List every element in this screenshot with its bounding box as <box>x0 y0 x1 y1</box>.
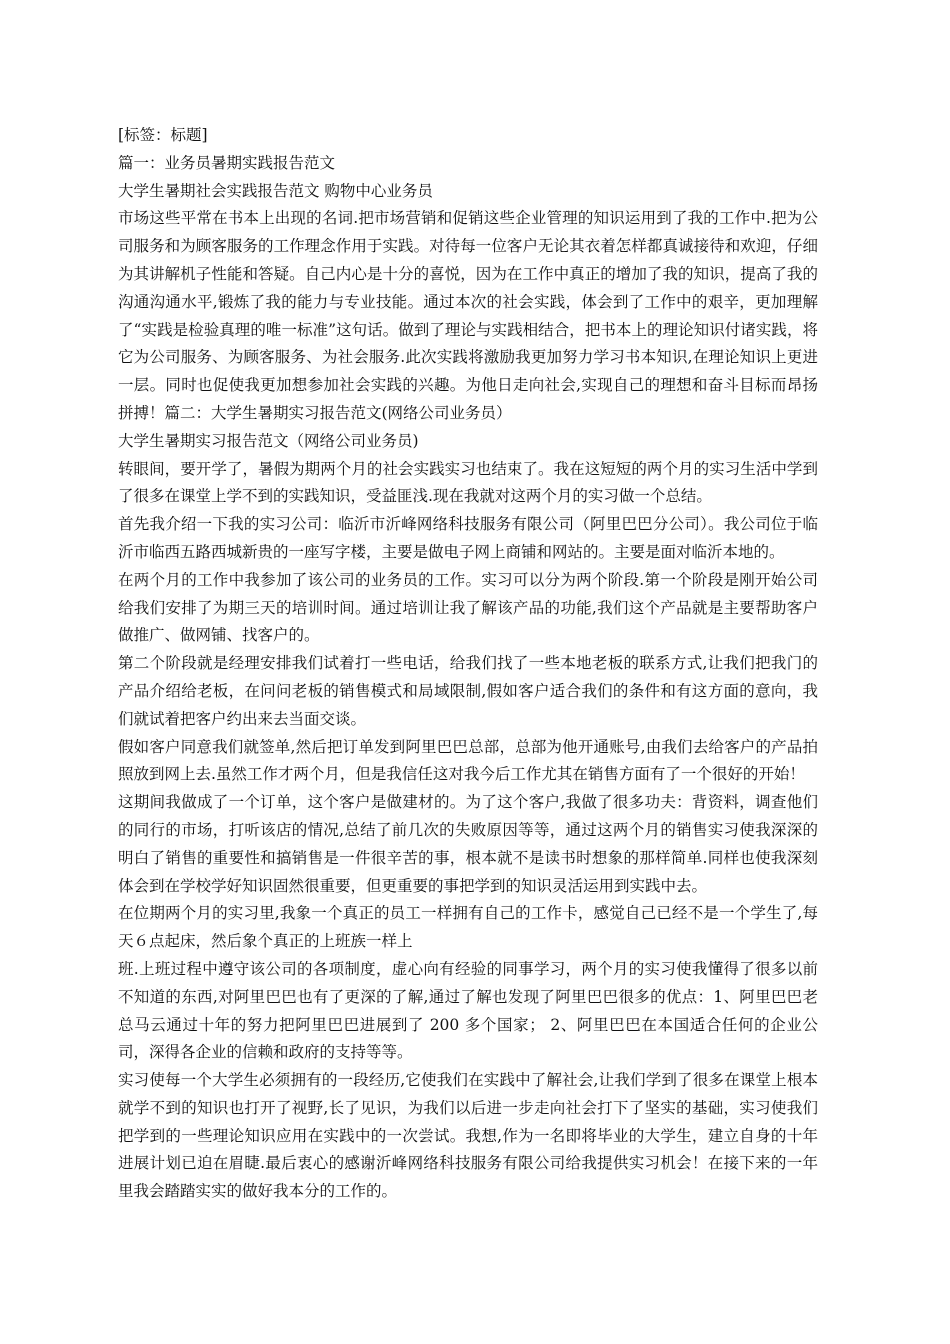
paragraph: 实习使每一个大学生必须拥有的一段经历,它使我们在实践中了解社会,让我们学到了很多在课堂上根本就学不到的知识也打开了视野,长了见识，为我们以后进一步走向社会打下了坚实的基础，实习使我们把学到的一些理论知识应用在实践中的一次尝试。我想,作为一名即将毕业的大学生，建立自身的十年进展计划已迫在眉睫.最后衷心的感谢沂峰网络科技服务有限公司给我提供实习机会！在接下来的一年里我会踏踏实实的做好我本分的工作的。 <box>118 1071 818 1201</box>
paragraph: 首先我介绍一下我的实习公司：临沂市沂峰网络科技服务有限公司（阿里巴巴分公司）。我公司位于临沂市临西五路西城新贵的一座写字楼，主要是做电子网上商铺和网站的。主要是面对临沂本地的。 <box>118 515 818 561</box>
subheading-2: 大学生暑期实习报告范文（网络公司业务员) <box>118 431 419 450</box>
paragraph: 在两个月的工作中我参加了该公司的业务员的工作。实习可以分为两个阶段.第一个阶段是刚开始公司给我们安排了为期三天的培训时间。通过培训让我了解该产品的功能,我们这个产品就是主要帮助客户做推广、做网铺、找客户的。 <box>118 570 818 645</box>
document-body <box>118 122 818 1206</box>
tag-line: [标签：标题] <box>118 126 208 144</box>
section-heading-1: 篇一：业务员暑期实践报告范文 <box>118 153 336 172</box>
paragraph: 班.上班过程中遵守该公司的各项制度，虚心向有经验的同事学习，两个月的实习使我懂得了很多以前不知道的东西,对阿里巴巴也有了更深的了解,通过了解也发现了阿里巴巴很多的优点：1、阿里巴巴老总马云通过十年的努力把阿里巴巴进展到了 200 多个国家； 2、阿里巴巴在本国适合任何的企业公司，深得各企业的信赖和政府的支持等等。 <box>118 959 818 1062</box>
paragraph: 第二个阶段就是经理安排我们试着打一些电话，给我们找了一些本地老板的联系方式,让我们把我门的产品介绍给老板，在问问老板的销售模式和局域限制,假如客户适合我们的条件和有这方面的意向，我们就试着把客户约出来去当面交谈。 <box>118 654 818 728</box>
paragraph: 假如客户同意我们就签单,然后把订单发到阿里巴巴总部，总部为他开通账号,由我们去给客户的产品拍照放到网上去.虽然工作才两个月，但是我信任这对我今后工作尤其在销售方面有了一个很好的开始！ <box>118 737 818 784</box>
paragraph: 在位期两个月的实习里,我象一个真正的员工一样拥有自己的工作卡，感觉自己已经不是一个学生了,每天６点起床，然后象个真正的上班族一样上 <box>118 904 818 951</box>
paragraph: 市场这些平常在书本上出现的名词.把市场营销和促销这些企业管理的知识运用到了我的工作中.把为公司服务和为顾客服务的工作理念作用于实践。对待每一位客户无论其衣着怎样都真诚接待和欢迎，仔细为其讲解机子性能和答疑。自己内心是十分的喜悦，因为在工作中真正的增加了我的知识，提高了我的沟通沟通水平,锻炼了我的能力与专业技能。通过本次的社会实践，体会到了工作中的艰辛，更加理解了“实践是检验真理的唯一标准”这句话。做到了理论与实践相结合，把书本上的理论知识付诸实践，将它为公司服务、为顾客服务、为社会服务.此次实践将激励我更加努力学习书本知识,在理论知识上更进一层。同时也促使我更加想参加社会实践的兴趣。为他日走向社会,实现自己的理想和奋斗目标而昂扬拼搏！篇二：大学生暑期实习报告范文(网络公司业务员） <box>118 209 818 422</box>
paragraph: 转眼间，要开学了，暑假为期两个月的社会实践实习也结束了。我在这短短的两个月的实习生活中学到了很多在课堂上学不到的实践知识，受益匪浅.现在我就对这两个月的实习做一个总结。 <box>118 459 818 506</box>
paragraph: 这期间我做成了一个订单，这个客户是做建材的。为了这个客户,我做了很多功夫：背资料，调查他们的同行的市场，打听该店的情况,总结了前几次的失败原因等等，通过这两个月的销售实习使我深深的明白了销售的重要性和搞销售是一件很辛苦的事，根本就不是读书时想象的那样简单.同样也使我深刻体会到在学校学好知识固然很重要，但更重要的事把学到的知识灵活运用到实践中去。 <box>118 793 818 895</box>
subheading-1: 大学生暑期社会实践报告范文 购物中心业务员 <box>118 181 433 200</box>
